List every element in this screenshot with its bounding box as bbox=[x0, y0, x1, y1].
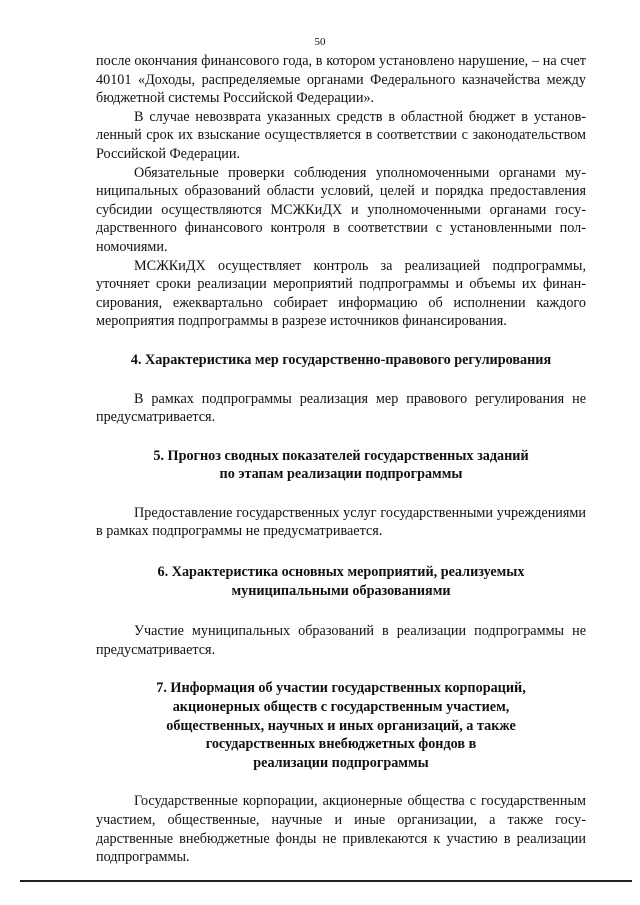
paragraph-control: МСЖКиДХ осуществляет контроль за реализацией подпрограммы, уточняет сроки реализации мероприятий подпрограммы и объемы их финансирования, ежеквартально собирает информацию об исполнении каждого мероприятия подпрограммы в разрезе источников финансирования. bbox=[96, 257, 586, 330]
section-heading-7 bbox=[96, 679, 586, 772]
paragraph-section-6: Участие муниципальных образований в реализации подпрограммы не предусматривается. bbox=[96, 623, 586, 658]
paragraph-return-funds: после окончания финансового года, в котором установлено нарушение, – на счет 40101 «Доходы, распределяемые органами Федерального казначейства между бюджетной системы Российской Федерации». bbox=[96, 53, 586, 107]
section-heading-6-line-2: муниципальными образованиями bbox=[231, 582, 451, 599]
paragraph-mandatory-checks: Обязательные проверки соблюдения уполномоченными органами муниципальных образований области условий, целей и порядка предоставления субсидии осуществляются МСЖКиДХ и уполномоченными органами государственного финансового контроля в соответствии с установленными полномочиями. bbox=[96, 164, 586, 255]
section-heading-6-line-1: 6. Характеристика основных мероприятий, реализуемых bbox=[157, 564, 525, 581]
paragraph-section-7: Государственные корпорации, акционерные общества с государственным участием, общественные, научные и иные организации, а также государственные внебюджетные фонды не привлекаются к участию в реализации подпрограммы. bbox=[96, 793, 586, 866]
section-heading-7-line-4: государственных внебюджетных фондов в bbox=[205, 736, 477, 753]
section-heading-6 bbox=[96, 563, 586, 600]
section-heading-7-line-1: 7. Информация об участии государственных корпораций, bbox=[156, 680, 526, 697]
section-heading-5-line-2: по этапам реализации подпрограммы bbox=[219, 466, 463, 483]
section-heading-5 bbox=[96, 447, 586, 484]
page-number: 50 bbox=[314, 36, 326, 48]
section-heading-5-line-1: 5. Прогноз сводных показателей государственных заданий bbox=[153, 447, 529, 464]
paragraph-non-return: В случае невозврата указанных средств в областной бюджет в установленный срок их взыскание осуществляется в соответствии с законодательством Российской Федерации. bbox=[96, 108, 586, 162]
section-heading-7-line-3: общественных, научных и иных организаций, а также bbox=[166, 717, 516, 734]
paragraph-section-4: В рамках подпрограммы реализация мер правового регулирования не предусматривается. bbox=[96, 390, 586, 426]
section-heading-4: 4. Характеристика мер государственно-правового регулирования bbox=[130, 351, 552, 368]
page-bottom-rule bbox=[20, 880, 632, 882]
section-heading-7-line-2: акционерных обществ с государственным участием, bbox=[172, 699, 510, 716]
paragraph-section-5: Предоставление государственных услуг государственными учреждениями в рамках подпрограммы не предусматривается. bbox=[96, 504, 586, 540]
document-body bbox=[96, 52, 586, 867]
section-heading-7-line-5: реализации подпрограммы bbox=[253, 754, 429, 771]
